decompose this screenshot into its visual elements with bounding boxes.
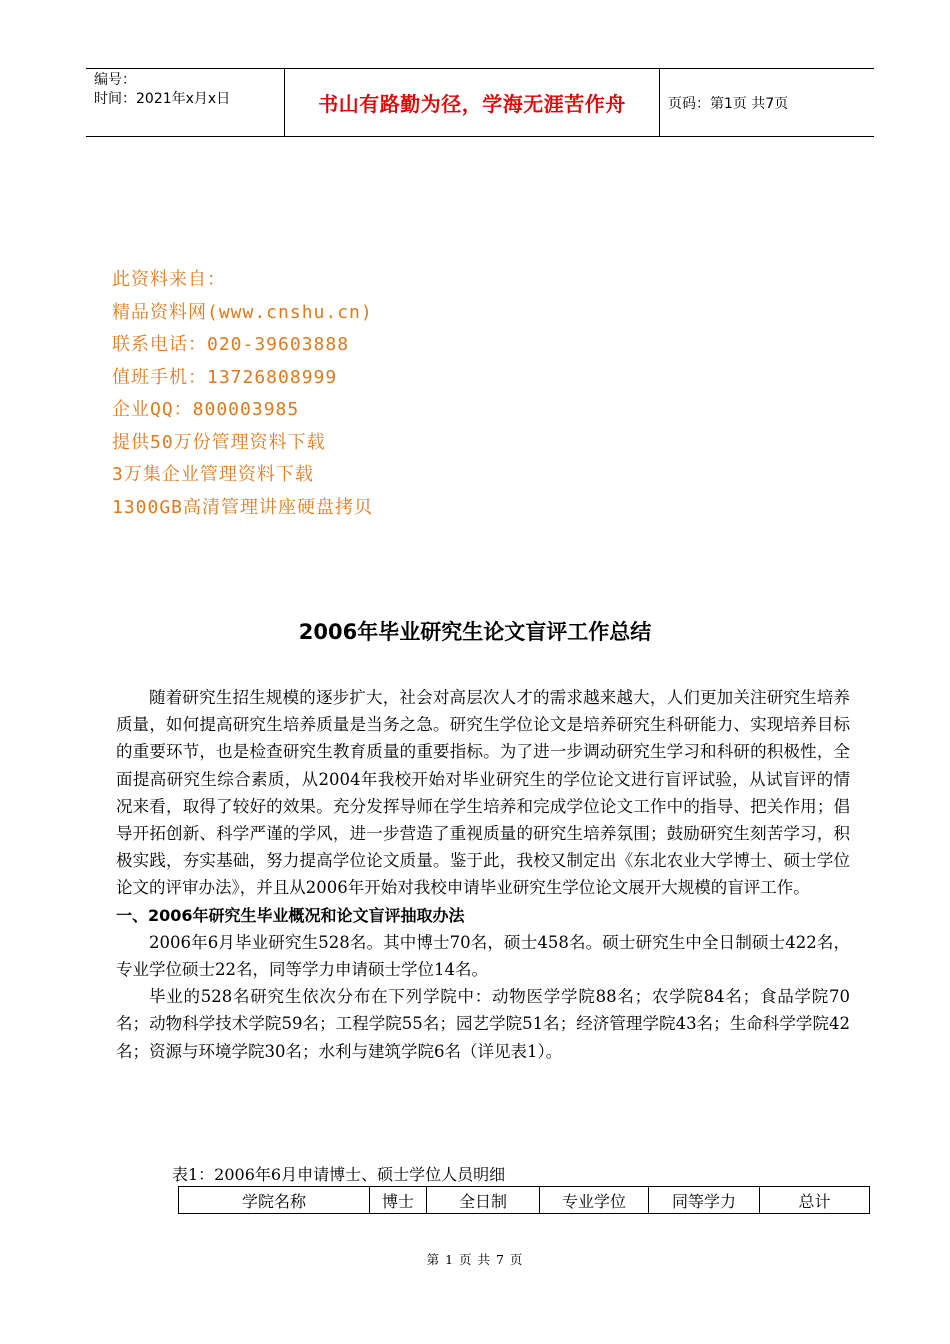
header-meta <box>86 69 284 136</box>
source-line: 提供50万份管理资料下载 <box>112 431 326 453</box>
source-line: 此资料来自： <box>112 269 226 290</box>
col-header: 同等学力 <box>649 1187 760 1214</box>
page-footer: 第 1 页 共 7 页 <box>426 1252 524 1267</box>
source-line: 联系电话：020-39603888 <box>112 334 350 355</box>
document-title: 2006年毕业研究生论文盲评工作总结 <box>298 620 652 644</box>
intro-paragraph: 随着研究生招生规模的逐步扩大，社会对高层次人才的需求越来越大，人们更加关注研究生培养质量，如何提高研究生培养质量是当务之急。研究生学位论文是培养研究生科研能力、实现培养目标的重要环节，也是检查研究生教育质量的重要指标。为了进一步调动研究生学习和科研的积极性，全面提高研究生综合素质，从2004年我校开始对毕业研究生的学位论文进行盲评试验，从试盲评的情况来看，取得了较好的效果。充分发挥导师在学生培养和完成学位论文工作中的指导、把关作用；倡导开拓创新、科学严谨的学风，进一步营造了重视质量的研究生培养氛围；鼓励研究生刻苦学习，积极实践，夯实基础，努力提高学位论文质量。鉴于此，我校又制定出《东北农业大学博士、硕士学位论文的评审办法》，并且从2006年开始对我校申请毕业研究生学位论文展开大规模的盲评工作。 <box>116 688 850 898</box>
col-header: 博士 <box>370 1187 427 1214</box>
col-header: 总计 <box>760 1187 870 1214</box>
source-line: 3万集企业管理资料下载 <box>112 464 314 485</box>
college-table <box>178 1186 870 1214</box>
paragraph: 2006年6月毕业研究生528名。其中博士70名，硕士458名。硕士研究生中全日制硕士422名，专业学位硕士22名，同等学力申请硕士学位14名。 <box>116 932 850 980</box>
source-line: 精品资料网(www.cnshu.cn) <box>112 301 373 323</box>
page-header <box>86 68 874 137</box>
header-time-label: 时间：2021年x月x日 <box>94 91 231 107</box>
paragraph: 毕业的528名研究生依次分布在下列学院中：动物医学学院88名；农学院84名；食品学院70名；动物科学技术学院59名；工程学院55名；园艺学院51名；经济管理学院43名；生命科学学院42名；资源与环境学院30名；水利与建筑学院6名（详见表1）。 <box>116 987 850 1061</box>
header-page-info: 页码：第1页 共7页 <box>668 95 789 112</box>
table-header-row <box>179 1187 870 1214</box>
source-line: 企业QQ：800003985 <box>112 399 300 420</box>
col-header: 专业学位 <box>540 1187 649 1214</box>
table-caption: 表1：2006年6月申请博士、硕士学位人员明细 <box>172 1165 506 1184</box>
source-line: 值班手机：13726808999 <box>112 366 338 388</box>
header-number-label: 编号： <box>94 72 136 88</box>
col-header: 学院名称 <box>179 1187 370 1214</box>
section-heading: 一、2006年研究生毕业概况和论文盲评抽取办法 <box>116 905 465 925</box>
source-line: 1300GB高清管理讲座硬盘拷贝 <box>112 496 374 518</box>
header-motto: 书山有路勤为径，学海无涯苦作舟 <box>284 69 660 136</box>
col-header: 全日制 <box>427 1187 540 1214</box>
source-info <box>112 264 373 524</box>
document-body <box>116 684 850 1065</box>
